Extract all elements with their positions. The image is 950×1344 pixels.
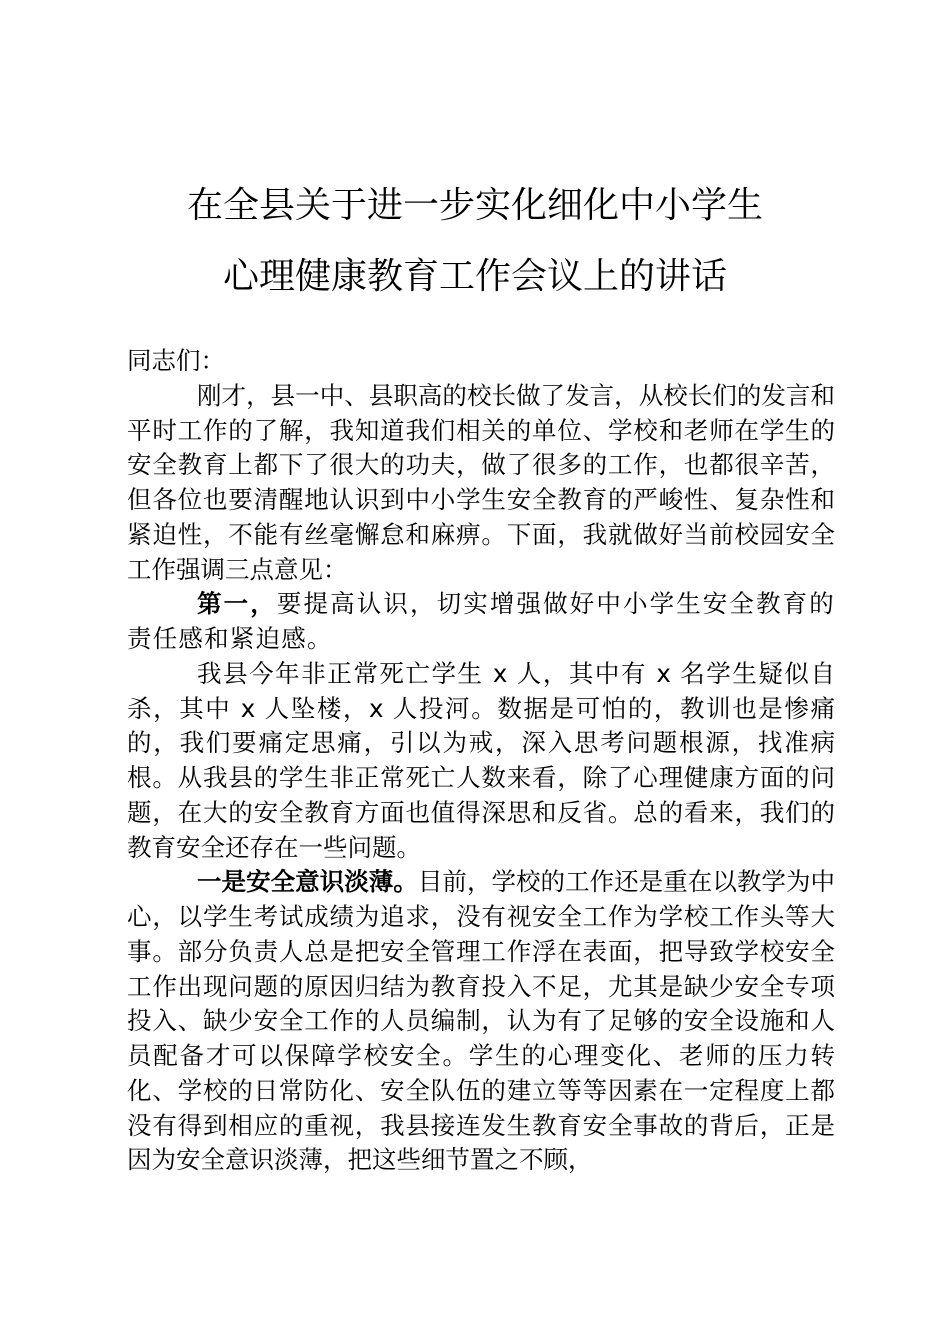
paragraph-statistics: 我县今年非正常死亡学生 x 人，其中有 x 名学生疑似自杀，其中 x 人坠楼，x 人投河。数据是可怕的，教训也是惨痛的，我们要痛定思痛，引以为戒，深入思考问题根源，找准病根。从我县的学生非正常死亡人数来看，除了心理健康方面的问题，在大的安全教育方面也值得深思和反省。总的看来，我们的教育安全还存在一些问题。 (127, 658, 835, 862)
paragraph-point-one (127, 865, 835, 1178)
section-heading-first (127, 587, 835, 657)
section-heading-text: 要提高认识，切实增强做好中小学生安全教育的责任感和紧迫感。 (127, 589, 835, 653)
document-title-line-2: 心理健康教育工作会议上的讲话 (222, 256, 727, 297)
point-one-heading: 一是安全意识淡薄。 (197, 867, 418, 897)
document-body (127, 344, 835, 1178)
salutation: 同志们： (127, 346, 225, 375)
paragraph-opening: 刚才，县一中、县职高的校长做了发言，从校长们的发言和平时工作的了解，我知道我们相关的单位、学校和老师在学生的安全教育上都下了很大的功夫，做了很多的工作，也都很辛苦，但各位也要清醒地认识到中小学生安全教育的严峻性、复杂性和紧迫性，不能有丝毫懈怠和麻痹。下面，我就做好当前校园安全工作强调三点意见： (127, 380, 835, 584)
document-title-line-1: 在全县关于进一步实化细化中小学生 (186, 185, 763, 226)
section-heading-lead: 第一， (197, 589, 277, 619)
point-one-text: 目前，学校的工作还是重在以教学为中心，以学生考试成绩为追求，没有视安全工作为学校工作头等大事。部分负责人总是把安全管理工作浮在表面，把导致学校安全工作出现问题的原因归结为教育投入不足，尤其是缺少安全专项投入、缺少安全工作的人员编制，认为有了足够的安全设施和人员配备才可以保障学校安全。学生的心理变化、老师的压力转化、学校的日常防化、安全队伍的建立等等因素在一定程度上都没有得到相应的重视，我县接连发生教育安全事故的背后，正是因为安全意识淡薄，把这些细节置之不顾， (127, 867, 835, 1175)
